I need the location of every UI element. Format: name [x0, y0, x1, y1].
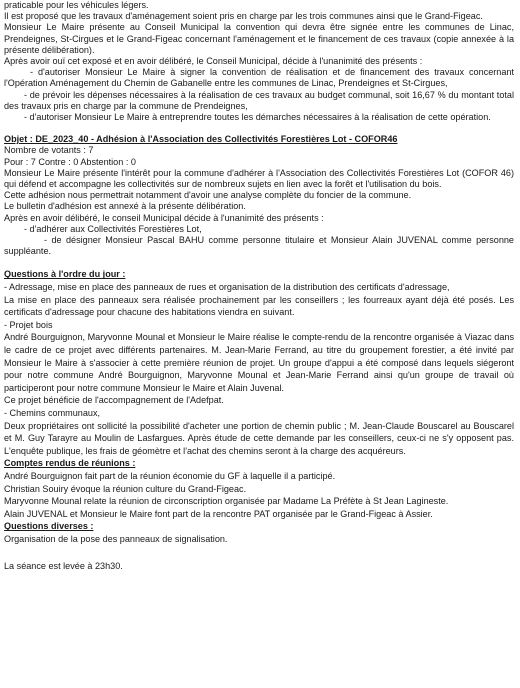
paragraph-cofor-deliberation: Après en avoir délibéré, le conseil Municipal décide à l'unanimité des présents :: [4, 212, 324, 223]
report-circonscription: Maryvonne Mounal relate la réunion de circonscription organisée par Madame La Préfète à St Jean Lagineste.: [4, 496, 449, 507]
decision-item-sign: - d'autoriser Monsieur Le Maire à signer la convention de réalisation et de financement des travaux concernant l'Opération Aménagement du Chemin de Gabanelle entre les communes de Linac, Prendeignes et St-Cirgues,: [4, 67, 514, 89]
paragraph-convention: Monsieur Le Maire présente au Conseil Municipal la convention qui devra être signée entre les communes de Linac, Prendeignes, St-Cirgues et le Grand-Figeac concernant l'aménagement et le financement de ces travaux (copie annexée à la présente délibération).: [4, 22, 514, 55]
agenda-item-addressing: - Adressage, mise en place des panneaux de rues et organisation de la distribution des certificats d'adressage,: [4, 282, 450, 293]
section-heading-misc: Questions diverses :: [4, 521, 94, 532]
paragraph-deliberation: Après avoir ouï cet exposé et en avoir délibéré, le Conseil Municipal, décide à l'unanimité des présents :: [4, 56, 423, 67]
agenda-item-roads: - Chemins communaux,: [4, 408, 101, 418]
decision-item-designate: - de désigner Monsieur Pascal BAHU comme personne titulaire et Monsieur Alain JUVENAL comme personne suppléante.: [4, 235, 514, 257]
spacer: [4, 123, 514, 134]
spacer: [4, 546, 514, 557]
spacer: [4, 257, 514, 268]
paragraph-cofor-bulletin: Le bulletin d'adhésion est annexé à la présente délibération.: [4, 201, 246, 212]
paragraph-vehicles: praticable pour les véhicules légers.: [4, 0, 149, 10]
paragraph-cofor-intro: Monsieur Le Maire présente l'intérêt pour la commune d'adhérer à l'Association des Collectivités Forestières Lot (COFOR 46) qui défend et accompagne les collectivités sur de nombreux sujets en lien avec la forêt et l'utilisation du bois.: [4, 167, 514, 190]
paragraph-wood-project: André Bourguignon, Maryvonne Mounal et Monsieur le Maire réalise le compte-rendu de la rencontre organisée à Viazac dans le cadre de ce projet avec différents partenaires. M. Jean-Marie Ferrand, au titre du groupement forestier, a été invité par Monsieur le Maire à s'associer à cette première réunion de projet. Un groupe d'appui a été composé dans lequels siégeront pour notre commune André Bourguignon, Maryvonne Mounal et Jean-Marie Ferrand ainsi qu'un groupe de travail où participeront pour notre commune Monsieur le Maire et Alain Juvenal.: [4, 332, 514, 393]
report-economy: André Bourguignon fait part de la réunion économie du GF à laquelle il a participé.: [4, 470, 336, 481]
agenda-item-wood-project: - Projet bois: [4, 319, 53, 330]
paragraph-cofor-analysis: Cette adhésion nous permettrait notamment d'avoir une analyse complète du foncier de la commune.: [4, 190, 412, 201]
paragraph-signage: Organisation de la pose des panneaux de signalisation.: [4, 533, 228, 544]
paragraph-adefpat: Ce projet bénéficie de l'accompagnement de l'Adefpat.: [4, 395, 224, 406]
paragraph-addressing-details: La mise en place des panneaux sera réalisée prochainement par les conseillers ; les fourreaux ayant déjà été posés. Les certificats d'adressage pour chacune des habitations viendra en suivant.: [4, 294, 514, 318]
section-heading-cofor: Objet : DE_2023_40 - Adhésion à l'Association des Collectivités Forestières Lot - COFOR46: [4, 134, 398, 145]
decision-item-adhere: - d'adhérer aux Collectivités Forestières Lot,: [24, 223, 202, 234]
report-pat: Alain JUVENAL et Monsieur le Maire font part de la rencontre PAT organisée par le Grand-Figeac à Assier.: [4, 508, 433, 519]
paragraph-roads: Deux propriétaires ont sollicité la possibilité d'acheter une portion de chemin public ; M. Jean-Claude Bouscarel au Bouscarel et M. Guy Tarayre au Moulin de Lasfargues. Après étude de cette demande par les conseillers, ceux-ci ne s'y opposent pas. L'enquête publique, les frais de géomètre et l'achat des chemins seront à la charge des acquéreurs.: [4, 420, 514, 456]
section-heading-agenda: Questions à l'ordre du jour :: [4, 269, 126, 280]
vote-result: Pour : 7 Contre : 0 Abstention : 0: [4, 156, 136, 167]
agenda-section: [4, 268, 514, 572]
report-culture: Christian Souiry évoque la réunion culture du Grand-Figeac.: [4, 483, 247, 494]
vote-count: Nombre de votants : 7: [4, 145, 94, 156]
section-heading-reports: Comptes rendus de réunions :: [4, 458, 136, 469]
decision-item-steps: - d'autoriser Monsieur Le Maire à entreprendre toutes les démarches nécessaires à la réalisation de cette opération.: [24, 112, 491, 123]
closing-statement: La séance est levée à 23h30.: [4, 560, 123, 571]
decision-item-budget: - de prévoir les dépenses nécessaires à la réalisation de ces travaux au budget communal, soit 16,67 % du montant total des travaux pris en charge par la commune de Prendeignes,: [4, 89, 514, 111]
paragraph-cost-sharing: Il est proposé que les travaux d'aménagement soient pris en charge par les trois communes ainsi que le Grand-Figeac.: [4, 11, 483, 22]
